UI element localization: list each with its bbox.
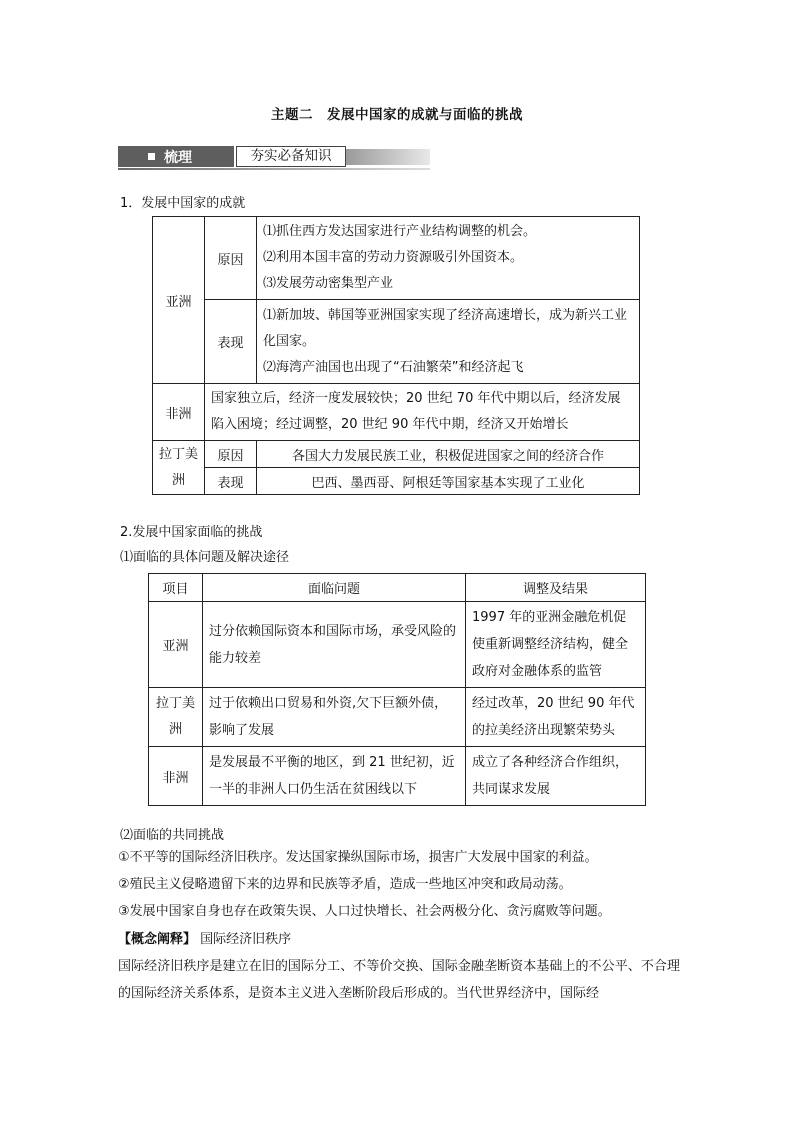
africa-cell: 国家独立后，经济一度发展较快；20 世纪 70 年代中期以后，经济发展陷入困境；经过调整，20 世纪 90 年代中期，经济又开始增长 [205,384,640,441]
performance-item: ⑵海湾产油国也出现了“石油繁荣”和经济起飞 [263,359,524,375]
asia-performance-label: 表现 [205,300,257,384]
asia-reasons-cell [257,217,640,300]
row-item: 非洲 [149,747,203,806]
concept-title: 国际经济旧秩序 [200,932,292,947]
section2-heading: 2.发展中国家面临的挑战 [120,525,263,540]
page-title: 主题二 发展中国家的成就与面临的挑战 [271,107,523,123]
header-item: 项目 [149,574,203,602]
latam-reason-label: 原因 [205,441,257,468]
header-result: 调整及结果 [466,574,646,602]
row-result: 成立了各种经济合作组织，共同谋求发展 [466,747,646,806]
asia-reason-label: 原因 [205,217,257,300]
banner-gradient [346,149,430,165]
banner-underline [118,168,430,170]
row-item: 拉丁美洲 [149,688,203,747]
concept-tag: 【概念阐释】 [118,932,197,947]
latam-performance-label: 表现 [205,468,257,495]
challenge-item: ①不平等的国际经济旧秩序。发达国家操纵国际市场，损害广大发展中国家的利益。 [118,850,598,865]
row-item: 亚洲 [149,602,203,688]
row-label-latin-america: 拉丁美洲 [153,441,205,495]
latam-reason-cell: 各国大力发展民族工业，积极促进国家之间的经济合作 [257,441,640,468]
banner-main [118,146,234,167]
section1-heading: 1．发展中国家的成就 [120,196,246,211]
square-bullet-icon [148,153,155,160]
performance-item: ⑴新加坡、韩国等亚洲国家实现了经济高速增长，成为新兴工业化国家。 [263,307,628,349]
section-banner [118,146,430,170]
reason-item: ⑵利用本国丰富的劳动力资源吸引外国资本。 [263,250,524,265]
banner-main-label: 梳理 [164,150,192,166]
row-label-asia: 亚洲 [153,217,205,384]
challenge-item: ②殖民主义侵略遗留下来的边界和民族等矛盾，造成一些地区冲突和政局动荡。 [118,877,572,892]
achievements-table [152,216,640,495]
row-problem: 过于依赖出口贸易和外资,欠下巨额外债，影响了发展 [203,688,466,747]
row-result: 经过改革，20 世纪 90 年代的拉美经济出现繁荣势头 [466,688,646,747]
row-result: 1997 年的亚洲金融危机促使重新调整经济结构，健全政府对金融体系的监管 [466,602,646,688]
row-problem: 是发展最不平衡的地区，到 21 世纪初，近一半的非洲人口仍生活在贫困线以下 [203,747,466,806]
reason-item: ⑴抓住西方发达国家进行产业结构调整的机会。 [263,224,537,239]
banner-sub-label: 夯实必备知识 [236,146,346,167]
asia-performance-cell [257,300,640,384]
challenges-table [148,573,646,806]
row-label-africa: 非洲 [153,384,205,441]
latam-performance-cell: 巴西、墨西哥、阿根廷等国家基本实现了工业化 [257,468,640,495]
concept-heading [118,926,680,953]
concept-paragraph: 国际经济旧秩序是建立在旧的国际分工、不等价交换、国际金融垄断资本基础上的不公平、不合理的国际经济关系体系，是资本主义进入垄断阶段后形成的。当代世界经济中，国际经 [118,959,680,1001]
row-problem: 过分依赖国际资本和国际市场，承受风险的能力较差 [203,602,466,688]
challenge-item: ③发展中国家自身也存在政策失误、人口过快增长、社会两极分化、贪污腐败等问题。 [118,904,611,919]
section2-subheading-2: ⑵面临的共同挑战 [120,828,225,843]
reason-item: ⑶发展劳动密集型产业 [263,276,394,291]
header-problem: 面临问题 [203,574,466,602]
section2-subheading-1: ⑴面临的具体问题及解决途径 [120,550,290,565]
